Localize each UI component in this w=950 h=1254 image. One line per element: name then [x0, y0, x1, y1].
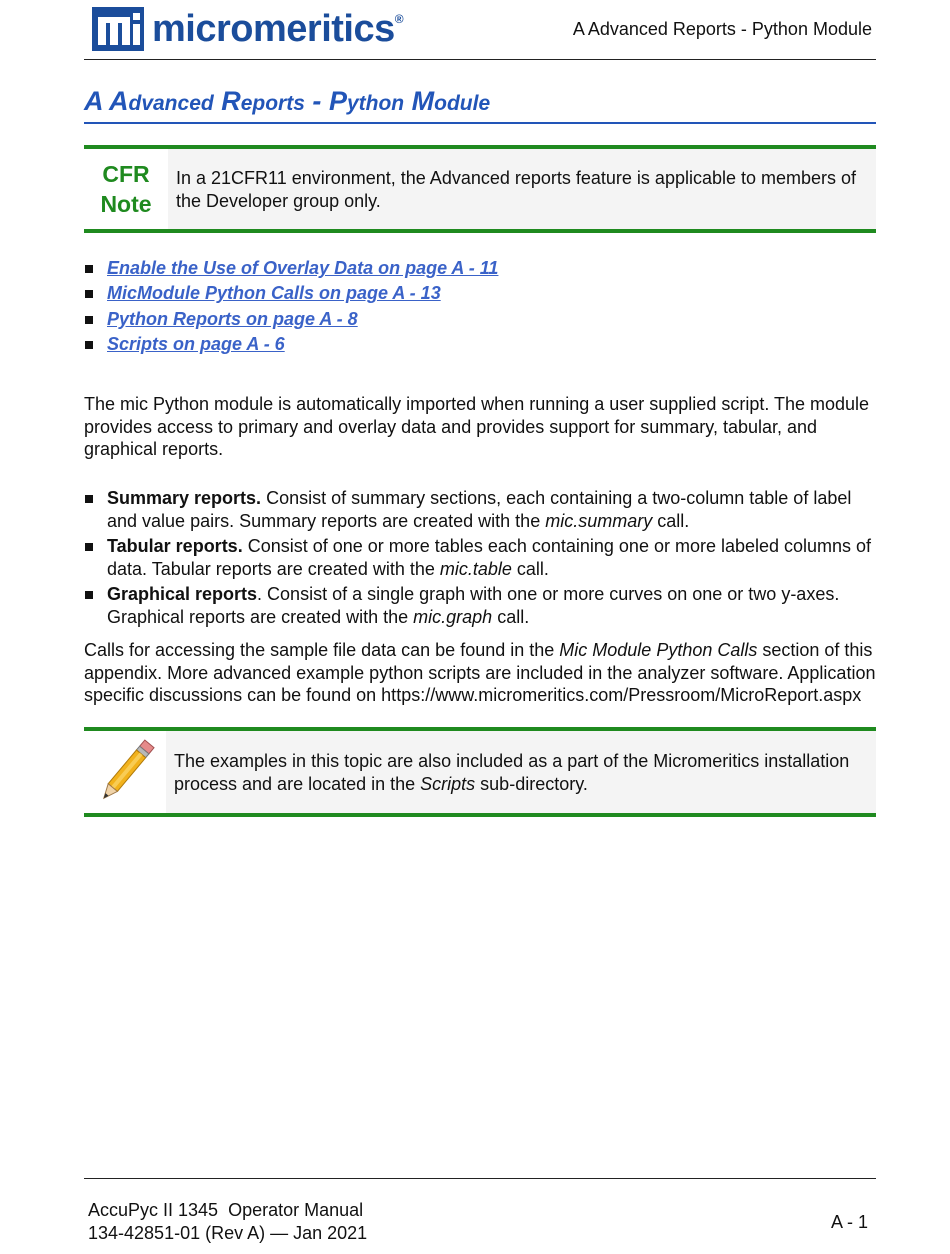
- link-overlay-data[interactable]: Enable the Use of Overlay Data on page A - 11: [107, 258, 499, 278]
- list-item: [84, 332, 876, 357]
- page-title: A Advanced Reports - Python Module: [84, 86, 876, 124]
- cfr-note-label: CFR Note: [84, 149, 168, 229]
- list-item: Tabular reports. Consist of one or more tables each containing one or more labeled columns of data. Tabular reports are created with the mic.table call.: [84, 535, 876, 580]
- list-item: Summary reports. Consist of summary sections, each containing a two-column table of label and value pairs. Summary reports are created with the mic.summary call.: [84, 487, 876, 532]
- link-micmodule-calls[interactable]: MicModule Python Calls on page A - 13: [107, 283, 441, 304]
- page-number: A - 1: [830, 1212, 868, 1232]
- note-text: The examples in this topic are also included as a part of the Micromeritics installation process and are located in the Scripts sub-directory.: [166, 731, 876, 813]
- list-item: Graphical reports. Consist of a single graph with one or more curves on one or two y-axes. Graphical reports are created with the mic.graph call.: [84, 583, 876, 628]
- footer-manual-title: AccuPyc II 1345 Operator Manual: [88, 1200, 364, 1220]
- page-header: [84, 0, 876, 60]
- cfr-note-text: In a 21CFR11 environment, the Advanced reports feature is applicable to members of the Developer group only.: [168, 149, 876, 229]
- note-box: [84, 727, 876, 817]
- page-footer: [84, 1178, 876, 1243]
- intro-paragraph: The mic Python module is automatically imported when running a user supplied script. The module provides access to primary and overlay data and provides support for summary, tabular, and graphical reports.: [84, 394, 870, 460]
- logo-mark-icon: [92, 7, 144, 51]
- micromeritics-logo: [92, 6, 403, 52]
- cfr-note-box: [84, 145, 876, 233]
- running-head: A Advanced Reports - Python Module: [572, 19, 872, 39]
- logo-wordmark: micromeritics®: [152, 7, 404, 50]
- calls-paragraph: Calls for accessing the sample file data can be found in the Mic Module Python Calls section of this appendix. More advanced example python scripts are included in the analyzer software. Application specific discussions can be found on https://www.micromeritics.com/Pressroom/MicroReport.aspx: [84, 640, 876, 706]
- list-item: [84, 307, 876, 332]
- list-item: [84, 281, 876, 306]
- link-scripts[interactable]: Scripts on page A - 6: [107, 333, 285, 354]
- pencil-icon: [90, 733, 160, 811]
- link-python-reports[interactable]: Python Reports on page A - 8: [107, 308, 358, 329]
- footer-part-number: 134-42851-01 (Rev A) — Jan 2021: [88, 1223, 368, 1243]
- related-topics-list: [84, 256, 876, 357]
- report-types-list: [84, 487, 876, 631]
- list-item: [84, 256, 876, 281]
